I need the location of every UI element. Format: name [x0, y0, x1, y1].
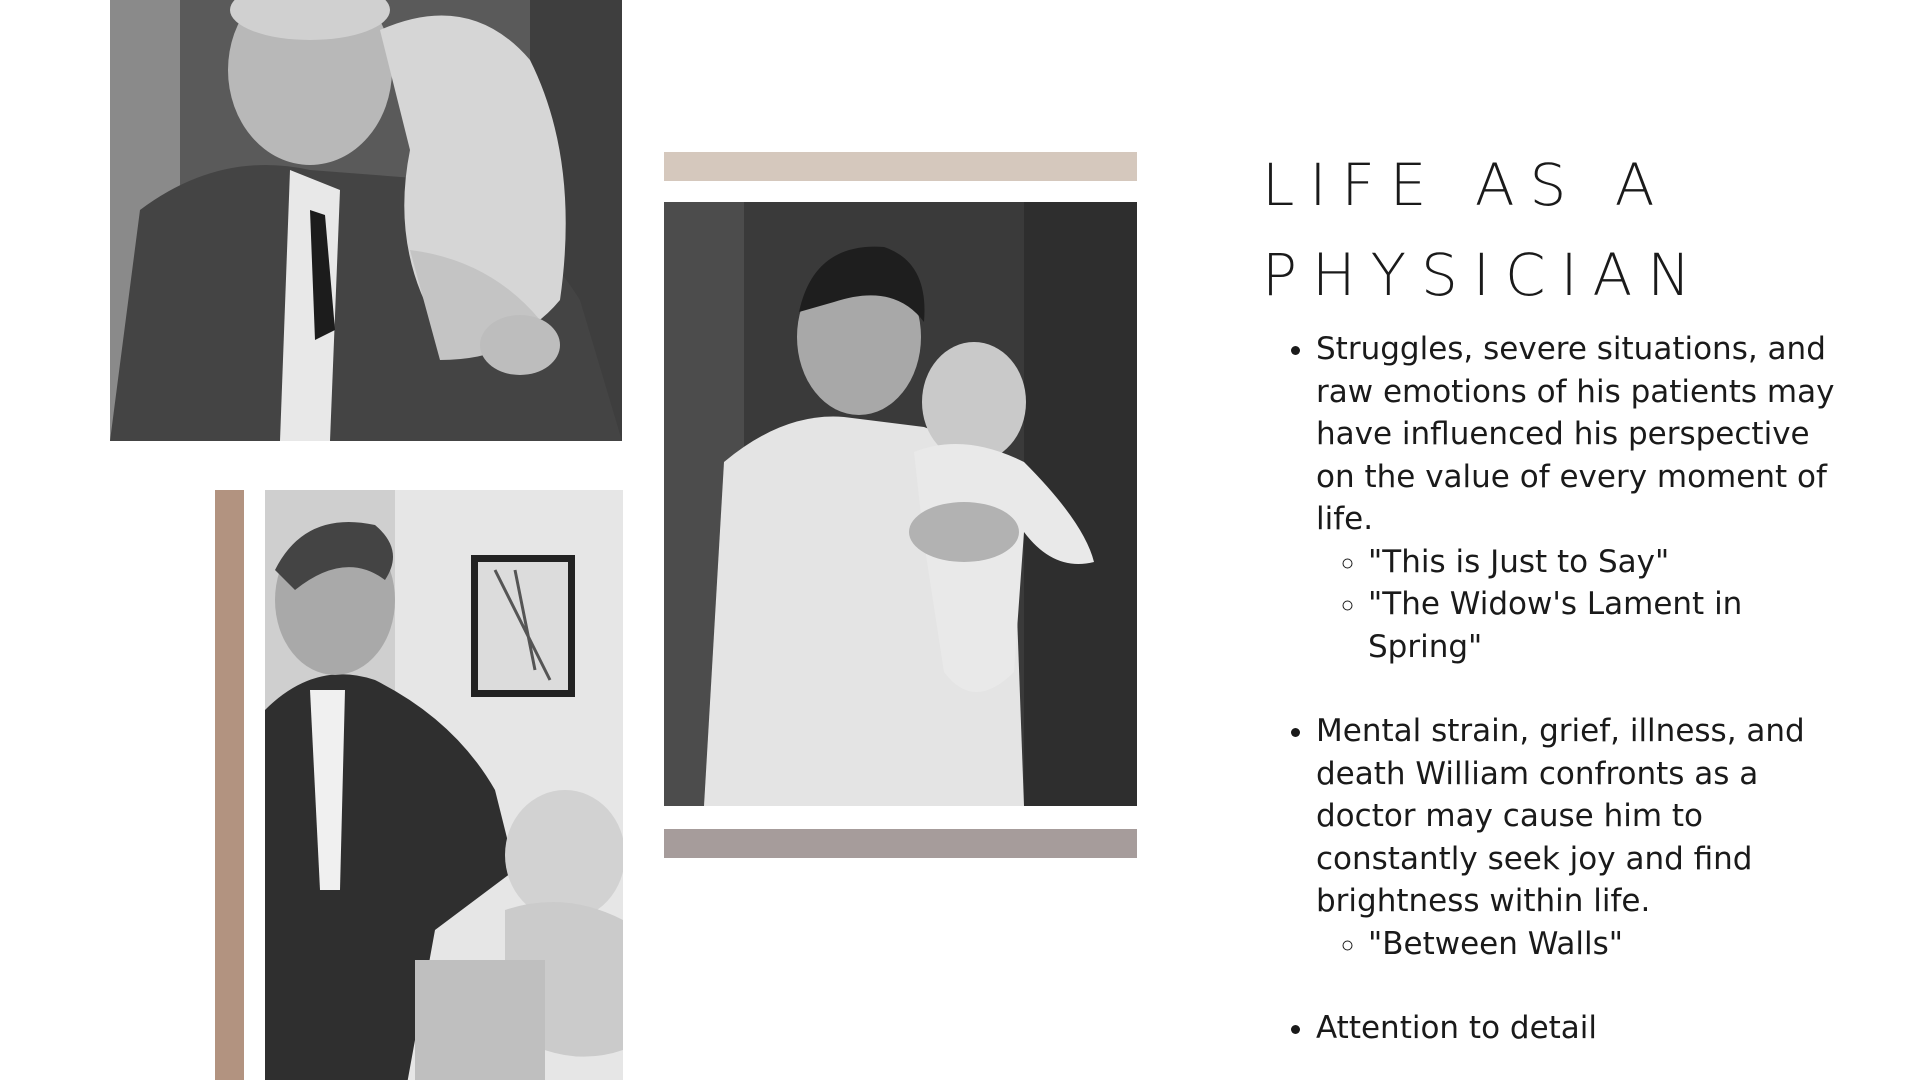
bullet-text: Struggles, severe situations, and raw emotions of his patients may have influenced his perspective on the value of every moment of life. — [1316, 331, 1835, 537]
bullet-text: Mental strain, grief, illness, and death William confronts as a doctor may cause him to constantly seek joy and find brightness within life. — [1316, 713, 1805, 919]
bullet-item — [1316, 328, 1842, 668]
photo-doctor-examining-baby — [265, 490, 623, 1080]
bullet-list — [1262, 328, 1842, 1050]
accent-bar-bottom — [664, 829, 1137, 858]
sub-bullet-list — [1316, 541, 1842, 669]
slide-title: LIFE AS A PHYSICIAN — [1262, 151, 1706, 309]
bullet-item — [1316, 710, 1842, 965]
photo-doctor-holding-baby — [110, 0, 622, 441]
accent-bar-side — [215, 490, 244, 1080]
bullet-text: Attention to detail — [1316, 1010, 1598, 1046]
sub-bullet-item: ◦ "The Widow's Lament in Spring" — [1368, 583, 1842, 668]
bullet-item — [1316, 1007, 1842, 1050]
accent-bar-top — [664, 152, 1137, 181]
sub-bullet-item: ◦ "This is Just to Say" — [1368, 541, 1842, 584]
bullet-content — [1262, 328, 1842, 1050]
sub-bullet-list — [1316, 923, 1842, 966]
sub-bullet-item: ◦ "Between Walls" — [1368, 923, 1842, 966]
photo-white-coat-doctor-holding-baby — [664, 202, 1137, 806]
